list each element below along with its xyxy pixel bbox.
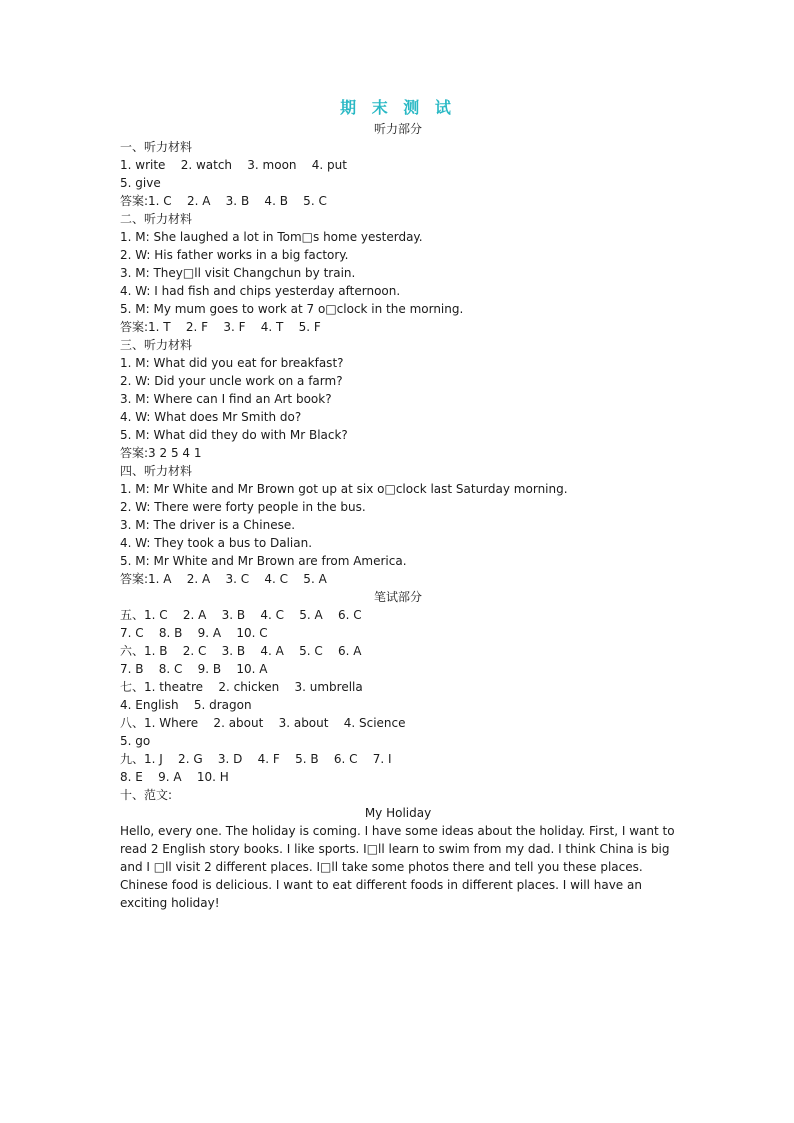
- text-line: 四、听力材料: [120, 464, 193, 478]
- document-page: [120, 96, 676, 912]
- text-line: 十、范文:: [120, 788, 173, 802]
- text-line: 5. M: What did they do with Mr Black?: [120, 428, 348, 442]
- writing-section: [120, 606, 676, 804]
- text-line: 5. M: Mr White and Mr Brown are from America.: [120, 554, 407, 568]
- text-line: 2. W: His father works in a big factory.: [120, 248, 349, 262]
- text-line: 3. M: The driver is a Chinese.: [120, 518, 296, 532]
- listening-section-heading: 听力部分: [373, 122, 422, 136]
- text-line: 4. W: What does Mr Smith do?: [120, 410, 302, 424]
- text-line: 答案:1. T 2. F 3. F 4. T 5. F: [120, 320, 321, 334]
- text-line: 7. C 8. B 9. A 10. C: [120, 626, 268, 640]
- text-line: 答案:1. C 2. A 3. B 4. B 5. C: [120, 194, 327, 208]
- text-line: 5. M: My mum goes to work at 7 o□clock in the morning.: [120, 302, 464, 316]
- listening-section: [120, 138, 676, 588]
- text-line: 4. W: They took a bus to Dalian.: [120, 536, 313, 550]
- text-line: 答案:1. A 2. A 3. C 4. C 5. A: [120, 572, 327, 586]
- text-line: 8. E 9. A 10. H: [120, 770, 229, 784]
- text-line: 1. write 2. watch 3. moon 4. put: [120, 158, 347, 172]
- text-line: 7. B 8. C 9. B 10. A: [120, 662, 268, 676]
- text-line: 六、1. B 2. C 3. B 4. A 5. C 6. A: [120, 644, 362, 658]
- text-line: 5. go: [120, 734, 151, 748]
- writing-section-heading: 笔试部分: [373, 590, 422, 604]
- text-line: 4. W: I had fish and chips yesterday afternoon.: [120, 284, 401, 298]
- text-line: 1. M: She laughed a lot in Tom□s home yesterday.: [120, 230, 423, 244]
- essay-paragraph: Hello, every one. The holiday is coming. I have some ideas about the holiday. First, I want to read 2 English story books. I like sports. I□ll learn to swim from my dad. I think China is big and I □ll visit 2 different places. I□ll take some photos there and tell you these places. Chinese food is delicious. I want to eat different foods in different places. I will have an exciting holiday!: [120, 824, 675, 910]
- text-line: 九、1. J 2. G 3. D 4. F 5. B 6. C 7. I: [120, 752, 392, 766]
- text-line: 二、听力材料: [120, 212, 193, 226]
- text-line: 5. give: [120, 176, 161, 190]
- text-line: 一、听力材料: [120, 140, 193, 154]
- text-line: 五、1. C 2. A 3. B 4. C 5. A 6. C: [120, 608, 362, 622]
- page-title: 期 末 测 试: [340, 98, 456, 117]
- text-line: 3. M: Where can I find an Art book?: [120, 392, 332, 406]
- text-line: 1. M: Mr White and Mr Brown got up at six o□clock last Saturday morning.: [120, 482, 568, 496]
- text-line: 七、1. theatre 2. chicken 3. umbrella: [120, 680, 363, 694]
- essay-title: My Holiday: [364, 806, 432, 820]
- text-line: 2. W: Did your uncle work on a farm?: [120, 374, 343, 388]
- text-line: 1. M: What did you eat for breakfast?: [120, 356, 344, 370]
- text-line: 4. English 5. dragon: [120, 698, 252, 712]
- text-line: 2. W: There were forty people in the bus.: [120, 500, 366, 514]
- text-line: 三、听力材料: [120, 338, 193, 352]
- text-line: 3. M: They□ll visit Changchun by train.: [120, 266, 356, 280]
- text-line: 答案:3 2 5 4 1: [120, 446, 202, 460]
- text-line: 八、1. Where 2. about 3. about 4. Science: [120, 716, 406, 730]
